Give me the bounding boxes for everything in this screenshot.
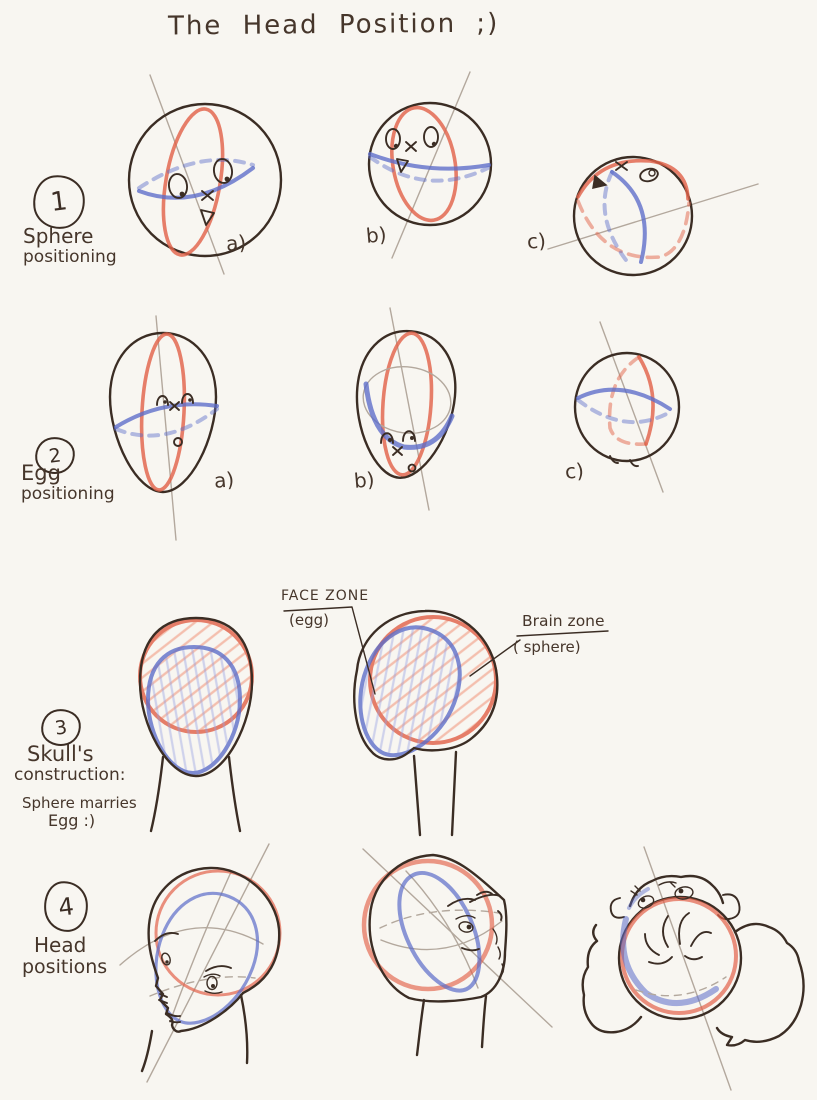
figure-egg-c bbox=[575, 322, 679, 492]
section-2-label bbox=[21, 461, 115, 505]
equator-guide bbox=[381, 921, 502, 950]
left-eye bbox=[593, 176, 606, 188]
cross-mark bbox=[406, 142, 416, 151]
left-eye bbox=[167, 173, 188, 199]
egg-outline bbox=[350, 327, 460, 482]
face-zone-annotation: FACE ZONE bbox=[281, 588, 370, 604]
blue-equator-front bbox=[139, 168, 253, 198]
neck-right bbox=[241, 995, 247, 1063]
figure-skull-front bbox=[140, 618, 252, 831]
section-1-line1: Sphere bbox=[23, 224, 94, 248]
figure-sphere-b bbox=[369, 72, 491, 258]
left-brow bbox=[155, 933, 178, 941]
section-4-line1: Head bbox=[34, 933, 87, 957]
axis-line bbox=[156, 316, 176, 540]
section-1-number: 1 bbox=[48, 186, 70, 218]
sphere-a-label: a) bbox=[224, 230, 248, 256]
egg-a-label: a) bbox=[212, 467, 236, 493]
sphere-guide bbox=[622, 899, 736, 1013]
neck-left bbox=[142, 1031, 152, 1071]
section-1-line2: positioning bbox=[23, 247, 117, 267]
egg-c-label: c) bbox=[563, 458, 585, 484]
right-lashes bbox=[659, 882, 676, 887]
section-4-number: 4 bbox=[56, 891, 76, 922]
section-4-label bbox=[22, 934, 107, 979]
mouth bbox=[201, 210, 214, 225]
egg-guide bbox=[136, 879, 274, 1039]
brain-zone-underline bbox=[517, 631, 608, 636]
neck-left bbox=[151, 757, 163, 831]
left-eye bbox=[157, 396, 168, 405]
cross-mark bbox=[393, 447, 402, 455]
blue-equator-back bbox=[578, 400, 670, 422]
jaw-hatching bbox=[493, 929, 504, 974]
section-2-line1: Egg bbox=[21, 461, 61, 485]
section-1-label bbox=[23, 225, 117, 268]
blue-equator-front bbox=[116, 404, 217, 427]
blue-equator-front bbox=[578, 390, 670, 409]
figure-head-top-view bbox=[583, 847, 804, 1090]
figure-sphere-a bbox=[129, 75, 281, 274]
neck-left bbox=[414, 756, 420, 835]
face-zone-sub: (egg) bbox=[289, 611, 329, 629]
left-ear bbox=[611, 898, 624, 918]
section-3-label bbox=[14, 742, 137, 830]
section-2-line2: positioning bbox=[21, 484, 115, 505]
section-3-sub1: Sphere marries bbox=[22, 793, 137, 812]
mouth bbox=[462, 948, 479, 950]
neck-right bbox=[482, 996, 486, 1047]
egg-outline bbox=[110, 333, 216, 492]
figure-sphere-c bbox=[548, 157, 758, 275]
sphere-outline bbox=[574, 157, 692, 275]
axis-line bbox=[390, 308, 429, 510]
blue-equator-front bbox=[366, 384, 452, 447]
section-3-line2: construction: bbox=[14, 765, 126, 786]
section-3-line1: Skull's bbox=[27, 742, 94, 766]
sphere-b-label: b) bbox=[364, 222, 388, 248]
page-title: The Head Position ;) bbox=[167, 8, 500, 42]
figure-head-looking-down bbox=[120, 844, 280, 1082]
center-line bbox=[406, 871, 478, 988]
brain-zone-sub: ( sphere) bbox=[513, 638, 581, 656]
red-band-back bbox=[578, 201, 689, 257]
right-brow bbox=[206, 966, 231, 971]
brow-line bbox=[120, 928, 263, 965]
neck-right bbox=[452, 752, 456, 835]
axis-line bbox=[644, 847, 731, 1090]
neck-right bbox=[229, 757, 240, 831]
section-3-sub2: Egg :) bbox=[48, 810, 96, 830]
left-eye bbox=[160, 952, 171, 966]
section-4-line2: positions bbox=[22, 956, 108, 978]
blue-equator-back bbox=[139, 160, 253, 188]
sphere-c-label: c) bbox=[525, 228, 547, 254]
figure-egg-a bbox=[110, 316, 217, 540]
section-3-number: 3 bbox=[53, 715, 69, 740]
section-2-number: 2 bbox=[47, 443, 63, 468]
hair-whorl bbox=[645, 913, 711, 964]
red-meridian bbox=[378, 331, 436, 476]
hidden-equator bbox=[359, 361, 455, 439]
brain-zone-annotation: Brain zone bbox=[522, 612, 605, 630]
egg-b-label: b) bbox=[352, 467, 376, 493]
neck-left bbox=[417, 1000, 424, 1055]
figure-head-looking-up bbox=[363, 849, 552, 1055]
sphere-outline bbox=[369, 103, 491, 225]
